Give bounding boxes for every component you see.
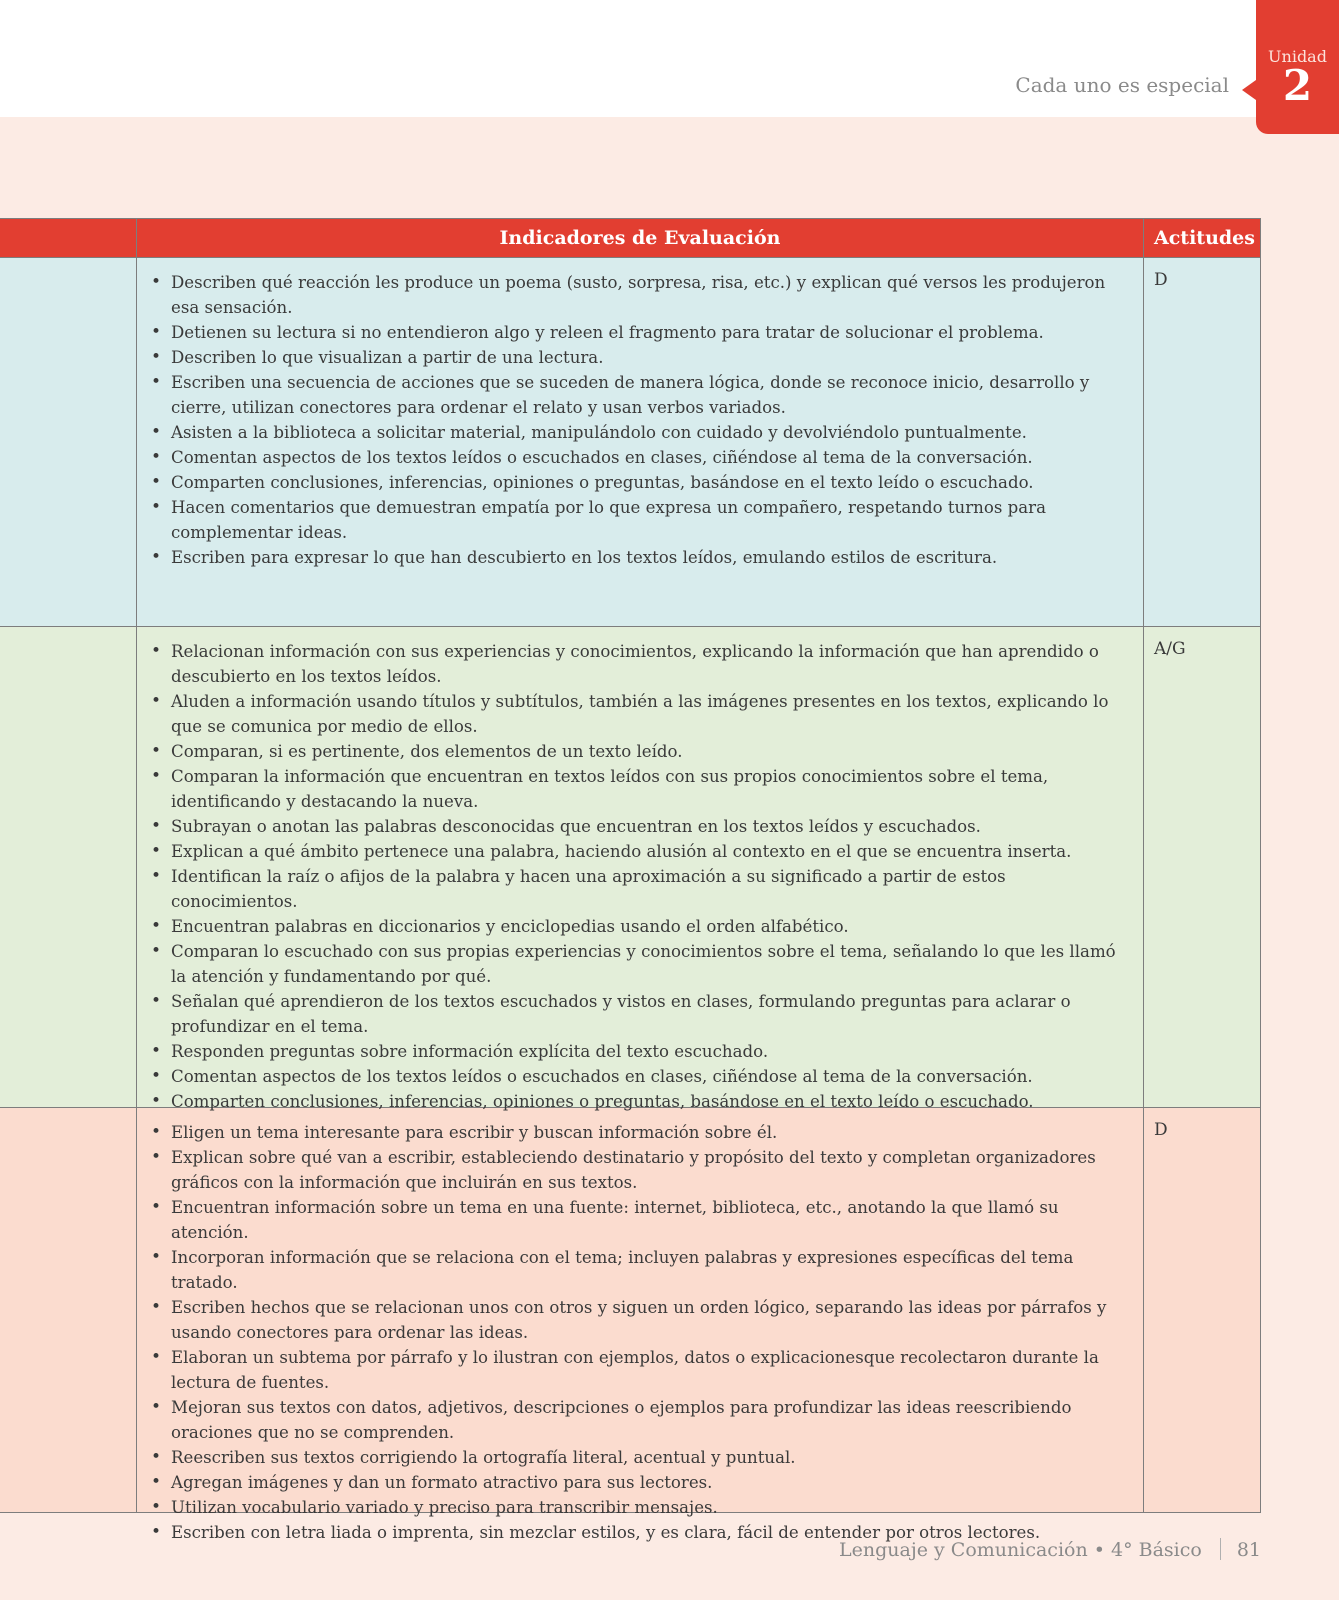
indicator-item: • Comparten conclusiones, inferencias, opiniones o preguntas, basándose en el texto leído o escuchado. (171, 470, 1131, 495)
indicator-item: • Utilizan vocabulario variado y preciso para transcribir mensajes. (171, 1495, 1131, 1520)
indicator-item: • Encuentran información sobre un tema en una fuente: internet, biblioteca, etc., anotando la que llamó su atención. (171, 1195, 1131, 1245)
indicator-list (149, 639, 1131, 1114)
table-row (0, 627, 1261, 1111)
indicator-item: • Asisten a la biblioteca a solicitar material, manipulándolo con cuidado y devolviéndolo puntualmente. (171, 420, 1131, 445)
indicator-item: • Responden preguntas sobre información explícita del texto escuchado. (171, 1039, 1131, 1064)
attitudes-header: Actitudes (1144, 219, 1261, 257)
indicator-item: • Incorporan información que se relaciona con el tema; incluyen palabras y expresiones específicas del tema tratado. (171, 1245, 1131, 1295)
indicator-item: • Comparten conclusiones, inferencias, opiniones o preguntas, basándose en el texto leído o escuchado. (171, 1089, 1131, 1114)
indicator-item: • Comentan aspectos de los textos leídos o escuchados en clases, ciñéndose al tema de la conversación. (171, 445, 1131, 470)
indicator-item: • Explican a qué ámbito pertenece una palabra, haciendo alusión al contexto en el que se encuentra inserta. (171, 839, 1131, 864)
indicator-item: • Escriben con letra liada o imprenta, sin mezclar estilos, y es clara, fácil de entender por otros lectores. (171, 1520, 1131, 1545)
indicator-list (149, 270, 1131, 570)
indicator-item: • Encuentran palabras en diccionarios y enciclopedias usando el orden alfabético. (171, 914, 1131, 939)
indicator-item: • Describen qué reacción les produce un poema (susto, sorpresa, risa, etc.) y explican qué versos les produjeron esa sensación. (171, 270, 1131, 320)
row-empty-cell (0, 1108, 137, 1512)
indicator-item: • Explican sobre qué van a escribir, estableciendo destinatario y propósito del texto y completan organizadores gráficos con la información que incluirán en sus textos. (171, 1145, 1131, 1195)
indicator-item: • Relacionan información con sus experiencias y conocimientos, explicando la información que han aprendido o descubierto en los textos leídos. (171, 639, 1131, 689)
attitude-cell: A/G (1144, 627, 1261, 1107)
indicator-item: • Describen lo que visualizan a partir de una lectura. (171, 345, 1131, 370)
indicator-item: • Comparan la información que encuentran en textos leídos con sus propios conocimientos sobre el tema, identificando y destacando la nueva. (171, 764, 1131, 814)
header-empty-cell (0, 219, 137, 257)
indicator-item: • Hacen comentarios que demuestran empatía por lo que expresa un compañero, respetando turnos para complementar ideas. (171, 495, 1131, 545)
indicator-item: • Identifican la raíz o afijos de la palabra y hacen una aproximación a su significado a partir de estos conocimientos. (171, 864, 1131, 914)
page-number: 81 (1236, 1539, 1261, 1561)
book-title: Lenguaje y Comunicación • 4° Básico (839, 1539, 1202, 1561)
indicator-item: • Detienen su lectura si no entendieron algo y releen el fragmento para tratar de solucionar el problema. (171, 320, 1131, 345)
indicator-item: • Comparan, si es pertinente, dos elementos de un texto leído. (171, 739, 1131, 764)
indicator-item: • Escriben para expresar lo que han descubierto en los textos leídos, emulando estilos de escritura. (171, 545, 1131, 570)
attitude-cell: D (1144, 258, 1261, 626)
chapter-title: Cada uno es especial (1015, 73, 1229, 97)
row-empty-cell (0, 258, 137, 626)
indicator-item: • Escriben una secuencia de acciones que se suceden de manera lógica, donde se reconoce inicio, desarrollo y cierre, utilizan conectores para ordenar el relato y usan verbos variados. (171, 370, 1131, 420)
indicator-list (149, 1120, 1131, 1545)
indicator-item: • Comparan lo escuchado con sus propias experiencias y conocimientos sobre el tema, señalando lo que les llamó la atención y fundamentando por qué. (171, 939, 1131, 989)
indicator-item: • Elaboran un subtema por párrafo y lo ilustran con ejemplos, datos o explicacionesque recolectaron durante la lectura de fuentes. (171, 1345, 1131, 1395)
header-band (0, 0, 1339, 117)
table-header-row (0, 219, 1261, 258)
indicators-cell (137, 627, 1144, 1111)
unit-label: Unidad (1268, 47, 1327, 66)
indicator-item: • Subrayan o anotan las palabras desconocidas que encuentran en los textos leídos y escuchados. (171, 814, 1131, 839)
page-footer (839, 1538, 1261, 1561)
table-row (0, 1108, 1261, 1542)
indicator-item: • Mejoran sus textos con datos, adjetivos, descripciones o ejemplos para profundizar las ideas reescribiendo oraciones que no se comprenden. (171, 1395, 1131, 1445)
unit-tab-notch (1242, 80, 1256, 100)
indicator-item: • Agregan imágenes y dan un formato atractivo para sus lectores. (171, 1470, 1131, 1495)
unit-number: 2 (1282, 61, 1313, 110)
indicator-item: • Eligen un tema interesante para escribir y buscan información sobre él. (171, 1120, 1131, 1145)
row-empty-cell (0, 627, 137, 1107)
indicator-item: • Señalan qué aprendieron de los textos escuchados y vistos en clases, formulando preguntas para aclarar o profundizar en el tema. (171, 989, 1131, 1039)
evaluation-table (0, 218, 1261, 1542)
footer-divider (1220, 1538, 1221, 1560)
indicator-item: • Reescriben sus textos corrigiendo la ortografía literal, acentual y puntual. (171, 1445, 1131, 1470)
indicators-cell (137, 1108, 1144, 1542)
indicator-item: • Comentan aspectos de los textos leídos o escuchados en clases, ciñéndose al tema de la conversación. (171, 1064, 1131, 1089)
indicators-cell (137, 258, 1144, 626)
indicator-item: • Aluden a información usando títulos y subtítulos, también a las imágenes presentes en los textos, explicando lo que se comunica por medio de ellos. (171, 689, 1131, 739)
table-row (0, 258, 1261, 627)
indicator-item: • Escriben hechos que se relacionan unos con otros y siguen un orden lógico, separando las ideas por párrafos y usando conectores para ordenar las ideas. (171, 1295, 1131, 1345)
indicators-header: Indicadores de Evaluación (137, 219, 1144, 257)
attitude-cell: D (1144, 1108, 1261, 1512)
unit-tab (1256, 0, 1339, 134)
